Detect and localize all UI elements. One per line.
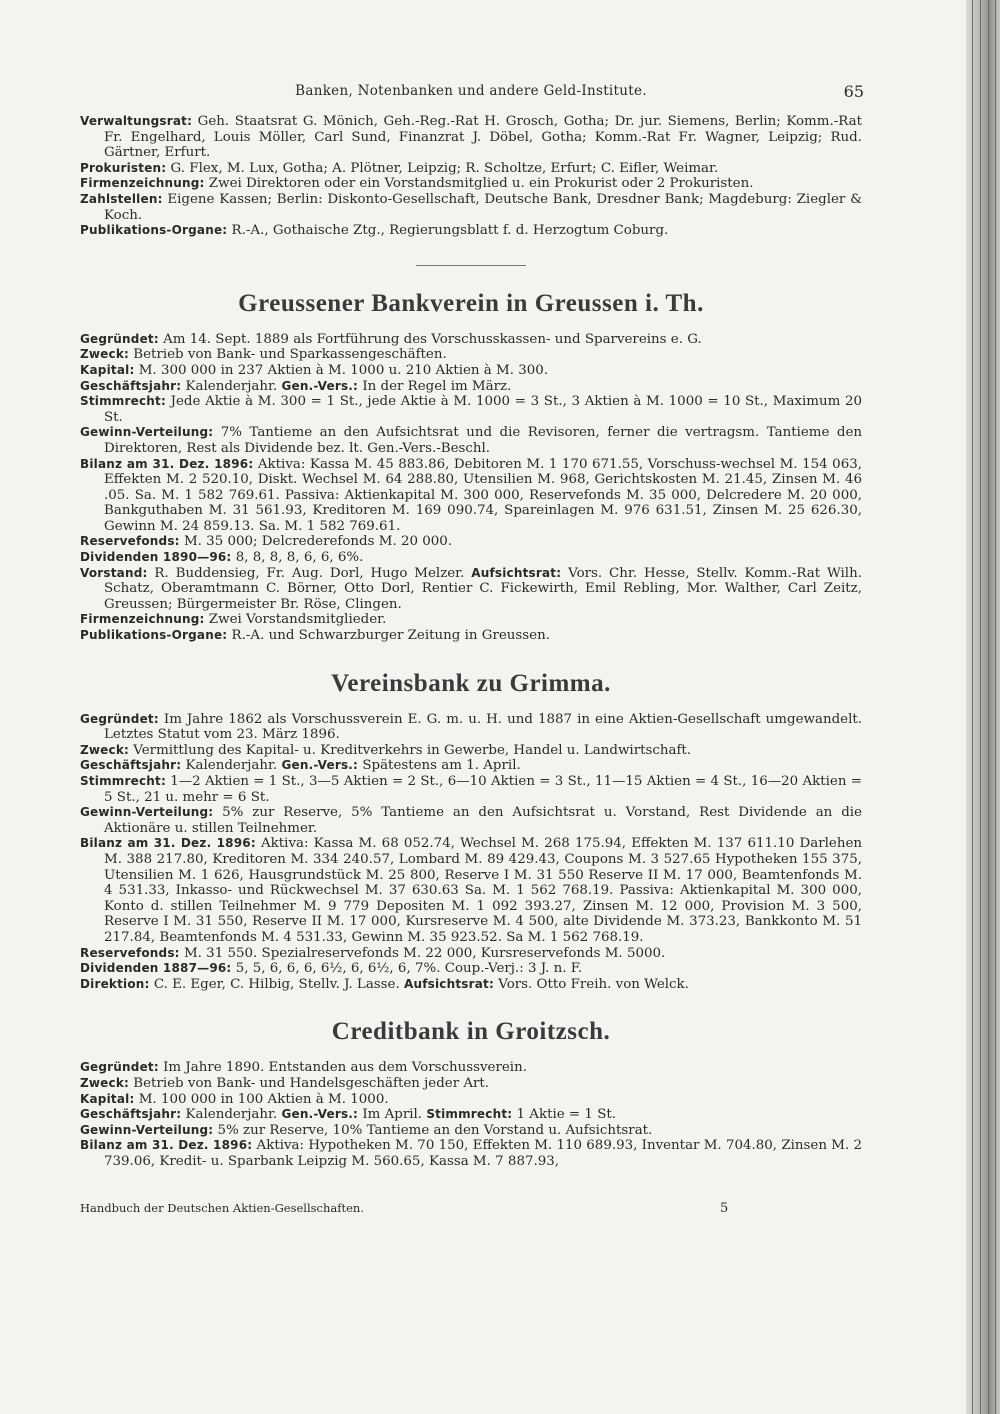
- entry: [80, 347, 862, 363]
- entry-text: 7% Tantieme an den Aufsichtsrat und die Revisoren, ferner die vertragsm. Tantieme den Direktoren, Rest als Dividende bez. lt. Gen.-Vers.-Beschl.: [104, 425, 862, 456]
- entry-text: Kalenderjahr.: [185, 758, 278, 774]
- entry: [80, 1092, 862, 1108]
- entry: [80, 363, 862, 379]
- running-head: [80, 80, 862, 104]
- entry-text: Geh. Staatsrat G. Mönich, Geh.-Reg.-Rat H. Grosch, Gotha; Dr. jur. Siemens, Berlin; Komm.-Rat Fr. Engelhard, Louis Möller, Carl Sund, Finanzrat J. Döbel, Gotha; Komm.-Rat Fr. Wagner, Leipzig; Rud. Gärtner, Erfurt.: [104, 114, 862, 161]
- entry-text: Vors. Otto Freih. von Welck.: [498, 976, 689, 992]
- entry-text: Im Jahre 1890. Entstanden aus dem Vorschussverein.: [163, 1060, 527, 1076]
- entry: [80, 946, 862, 962]
- page-footer: [80, 1195, 862, 1215]
- entry-label: Zweck:: [80, 742, 130, 757]
- entry-text: R.-A. und Schwarzburger Zeitung in Greussen.: [231, 628, 550, 644]
- entry-text: Betrieb von Bank- und Sparkassengeschäften.: [133, 347, 447, 363]
- entry: [80, 1060, 862, 1076]
- bank-entry-greussen: [80, 290, 862, 644]
- entry: [80, 805, 862, 836]
- entry: [80, 774, 862, 805]
- previous-entry-continuation: [80, 114, 862, 239]
- entry: [80, 758, 862, 774]
- entry-label: Gen.-Vers.:: [281, 378, 359, 393]
- entry-label: Gegründet:: [80, 711, 159, 726]
- bank-title: Greussener Bankverein in Greussen i. Th.: [238, 289, 704, 317]
- entry-label: Firmenzeichnung:: [80, 176, 205, 191]
- entry-label: Prokuristen:: [80, 160, 167, 175]
- entry-label: Zweck:: [80, 347, 130, 362]
- bank-title: Vereinsbank zu Grimma.: [331, 669, 611, 697]
- entry: [80, 223, 862, 239]
- entry-text: 5, 5, 6, 6, 6, 6½, 6, 6½, 6, 7%. Coup.-Verj.: 3 J. n. F.: [235, 961, 583, 977]
- entry-label: Gewinn-Verteilung:: [80, 1122, 214, 1137]
- entry-text: 5% zur Reserve, 5% Tantieme an den Aufsichtsrat u. Vorstand, Rest Dividende an die Aktionäre u. stillen Teilnehmer.: [104, 805, 862, 836]
- bank-entry-groitzsch: [80, 1018, 862, 1169]
- entry-text: Vermittlung des Kapital- u. Kreditverkehrs in Gewerbe, Handel u. Landwirtschaft.: [133, 742, 692, 758]
- entry-label: Geschäftsjahr:: [80, 1107, 182, 1122]
- entry-label: Direktion:: [80, 976, 150, 991]
- page-edge-shadow: [966, 0, 1000, 1414]
- entry-label: Zahlstellen:: [80, 191, 163, 206]
- entry-text: Aktiva: Kassa M. 68 052.74, Wechsel M. 268 175.94, Effekten M. 137 611.10 Darlehen M. 388 217.80, Kreditoren M. 334 240.57, Lombard M. 89 429.43, Coupons M. 3 527.65 Hypotheken 155 375, Utensilien M. 1 626, Hausgrundstück M. 25 800, Reserve I M. 31 550 Reserve II M. 17 000, Beamtenfonds M. 4 531.33, Inkasso- und Rückwechsel M. 37 630.63 Sa. M. 1 562 768.19. Passiva: Aktienkapital M. 300 000, Konto d. stillen Teilnehmer M. 9 779 Depositen M. 1 092 393.27, Zinsen M. 12 000, Provision M. 3 500, Reserve I M. 31 550, Reserve II M. 17 000, Kursreserve M. 4 500, alte Dividende M. 373.23, Bankkonto M. 51 217.84, Beamtenfonds M. 4 531.33, Gewinn M. 35 923.52. Sa M. 1 562 768.19.: [104, 836, 862, 945]
- entry: [80, 161, 862, 177]
- entry-text: In der Regel im März.: [362, 378, 512, 394]
- entry: [80, 332, 862, 348]
- entry-label: Gewinn-Verteilung:: [80, 425, 214, 440]
- entry-text: Jede Aktie à M. 300 = 1 St., jede Aktie à M. 1000 = 3 St., 3 Aktien à M. 1000 = 10 St., Maximum 20 St.: [104, 394, 862, 425]
- page-content: [80, 80, 862, 1215]
- entry: [80, 712, 862, 743]
- entry: [80, 743, 862, 759]
- entry-text: Vors. Chr. Hesse, Stellv. Komm.-Rat Wilh. Schatz, Oberamtmann C. Börner, Otto Dorl, Rentier C. Fickewirth, Emil Rebling, Mor. Walther, Carl Zeitz, Greussen; Bürgermeister Br. Röse, Clingen.: [104, 565, 862, 612]
- footer-title: Handbuch der Deutschen Aktien-Gesellschaften.: [80, 1201, 364, 1216]
- entry: [80, 628, 862, 644]
- entry-text: M. 100 000 in 100 Aktien à M. 1000.: [138, 1091, 389, 1107]
- entry-label: Bilanz am 31. Dez. 1896:: [80, 456, 254, 471]
- entry-label: Reservefonds:: [80, 534, 180, 549]
- entry-label: Geschäftsjahr:: [80, 378, 182, 393]
- entry-label: Gen.-Vers.:: [281, 758, 359, 773]
- entry-text: Kalenderjahr.: [185, 1107, 278, 1123]
- signature-mark: 5: [720, 1201, 729, 1217]
- entry: [80, 1107, 862, 1123]
- entry-label: Gen.-Vers.:: [281, 1107, 359, 1122]
- entry-text: Zwei Vorstandsmitglieder.: [208, 612, 387, 628]
- entry-text: Betrieb von Bank- und Handelsgeschäften jeder Art.: [133, 1075, 490, 1091]
- entry-text: Aktiva: Kassa M. 45 883.86, Debitoren M. 1 170 671.55, Vorschuss-wechsel M. 154 063, Effekten M. 2 520.10, Diskt. Wechsel M. 64 288.80, Utensilien M. 968, Gerichtskosten M. 21.45, Zinsen M. 46 .05. Sa. M. 1 582 769.61. Passiva: Aktienkapital M. 300 000, Reservefonds M. 35 000, Delcredere M. 20 000, Bankguthaben M. 31 561.93, Kreditoren M. 169 090.74, Spareinlagen M. 976 631.51, Zinsen M. 25 626.30, Gewinn M. 24 859.13. Sa. M. 1 582 769.61.: [104, 456, 862, 534]
- entry-label: Zweck:: [80, 1075, 130, 1090]
- entry-text: Spätestens am 1. April.: [362, 758, 521, 774]
- entry-text: Am 14. Sept. 1889 als Fortführung des Vorschusskassen- und Sparvereins e. G.: [163, 331, 702, 347]
- entry-label: Bilanz am 31. Dez. 1896:: [80, 836, 256, 851]
- entry-text: Zwei Direktoren oder ein Vorstandsmitglied u. ein Prokurist oder 2 Prokuristen.: [208, 176, 754, 192]
- entry: [80, 1123, 862, 1139]
- entry: [80, 114, 862, 161]
- entry: [80, 612, 862, 628]
- entry-text: M. 31 550. Spezialreservefonds M. 22 000, Kursreservefonds M. 5000.: [183, 945, 666, 961]
- entry: [80, 1138, 862, 1169]
- entry-label: Kapital:: [80, 362, 135, 377]
- entry-text: 8, 8, 8, 8, 6, 6, 6%.: [235, 550, 364, 566]
- entry-text: Eigene Kassen; Berlin: Diskonto-Gesellschaft, Deutsche Bank, Dresdner Bank; Magdeburg: Ziegler & Koch.: [104, 191, 863, 223]
- entry-label: Kapital:: [80, 1091, 135, 1106]
- entry-label: Geschäftsjahr:: [80, 758, 182, 773]
- entry: [80, 534, 862, 550]
- bank-entry-grimma: [80, 670, 862, 993]
- entry-label: Publikations-Organe:: [80, 223, 228, 238]
- entry-label: Gewinn-Verteilung:: [80, 805, 214, 820]
- entry-text: G. Flex, M. Lux, Gotha; A. Plötner, Leipzig; R. Scholtze, Erfurt; C. Eifler, Weimar.: [170, 160, 719, 176]
- entry-text: Im Jahre 1862 als Vorschussverein E. G. m. u. H. und 1887 in eine Aktien-Gesellschaft umgewandelt. Letztes Statut vom 23. März 1896.: [104, 711, 862, 743]
- entry-text: C. E. Eger, C. Hilbig, Stellv. J. Lasse.: [153, 976, 400, 992]
- entry-text: M. 300 000 in 237 Aktien à M. 1000 u. 210 Aktien à M. 300.: [138, 362, 549, 378]
- entry-text: M. 35 000; Delcrederefonds M. 20 000.: [183, 534, 453, 550]
- separator-rule: [416, 265, 526, 266]
- entry-label: Verwaltungsrat:: [80, 114, 193, 128]
- entry-label: Stimmrecht:: [80, 774, 166, 788]
- entry-label: Publikations-Organe:: [80, 628, 228, 643]
- entry: [80, 457, 862, 535]
- entry-text: 5% zur Reserve, 10% Tantieme an den Vorstand u. Aufsichtsrat.: [217, 1122, 653, 1138]
- entry-text: Aktiva: Hypotheken M. 70 150, Effekten M. 110 689.93, Inventar M. 704.80, Zinsen M. 2 739.06, Kredit- u. Sparbank Leipzig M. 560.65, Kassa M. 7 887.93,: [104, 1138, 862, 1169]
- entry: [80, 1076, 862, 1092]
- entry-text: 1—2 Aktien = 1 St., 3—5 Aktien = 2 St., 6—10 Aktien = 3 St., 11—15 Aktien = 4 St., 16—20 Aktien = 5 St., 21 u. mehr = 6 St.: [104, 774, 862, 805]
- entry: [80, 176, 862, 192]
- entry-label: Vorstand:: [80, 565, 148, 580]
- entry-text: Im April.: [362, 1107, 423, 1123]
- entry-label: Gegründet:: [80, 331, 159, 346]
- entry-label: Stimmrecht:: [80, 394, 166, 409]
- entry: [80, 961, 862, 977]
- entry-label: Dividenden 1887—96:: [80, 961, 232, 976]
- entry: [80, 192, 862, 223]
- entry-label: Stimmrecht:: [426, 1107, 513, 1122]
- entry-label: Reservefonds:: [80, 945, 180, 960]
- entry-label: Aufsichtsrat:: [404, 976, 494, 991]
- entry-label: Aufsichtsrat:: [471, 565, 562, 580]
- entry: [80, 394, 862, 425]
- entry: [80, 977, 862, 993]
- page-number: 65: [843, 82, 864, 101]
- entry: [80, 379, 862, 395]
- entry-text: R.-A., Gothaische Ztg., Regierungsblatt f. d. Herzogtum Coburg.: [231, 223, 669, 239]
- entry-label: Gegründet:: [80, 1060, 159, 1075]
- entry: [80, 550, 862, 566]
- bank-title: Creditbank in Groitzsch.: [331, 1018, 611, 1046]
- entry-text: 1 Aktie = 1 St.: [516, 1107, 616, 1123]
- running-title: Banken, Notenbanken und andere Geld-Institute.: [295, 83, 647, 99]
- entry-text: R. Buddensieg, Fr. Aug. Dorl, Hugo Melzer.: [154, 565, 465, 581]
- entry: [80, 425, 862, 456]
- entry: [80, 836, 862, 945]
- entry: [80, 566, 862, 613]
- entry-label: Bilanz am 31. Dez. 1896:: [80, 1138, 253, 1153]
- entry-label: Dividenden 1890—96:: [80, 550, 232, 565]
- entry-text: Kalenderjahr.: [185, 378, 278, 394]
- entry-label: Firmenzeichnung:: [80, 612, 205, 627]
